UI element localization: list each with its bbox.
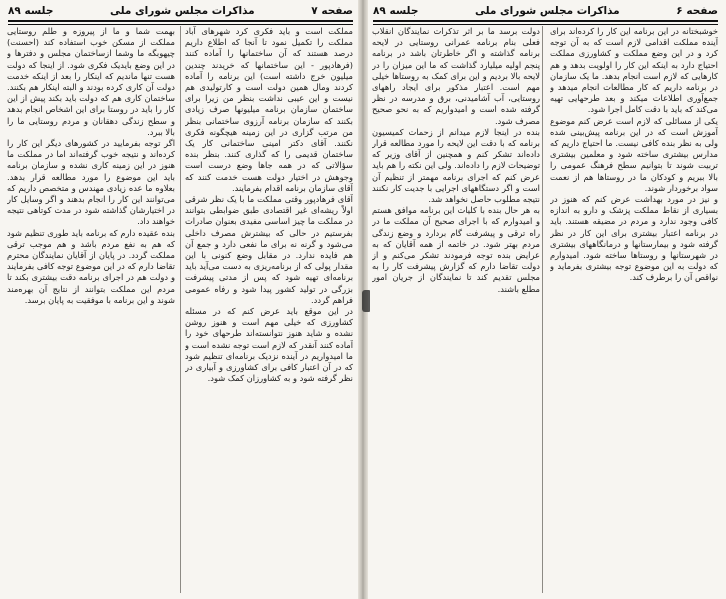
column-divider [542, 26, 543, 593]
session-number: جلسه ۸۹ [373, 5, 419, 17]
text-column-right [550, 26, 718, 593]
paragraph: بنده عقیده دارم که برنامه باید طوری تنظیم شود که هم به نفع مردم باشد و هم موجب ترقی مملکت گردد. در پایان از آقایان نمایندگان محترم تقاضا دارم که در این موضوع توجه کافی بفرمایند و دولت هم در اجرای برنامه دقت بیشتری بکند تا مردم این مملکت بتوانند از نتایج آن بهره‌مند شوند و این برنامه با موفقیت به پایان برسد. [7, 227, 175, 305]
paragraph: اگر توجه بفرمایید در کشورهای دیگر این کار را کرده‌اند و نتیجه خوب گرفته‌اند اما در مملکت ما هنوز در این زمینه کاری نشده و سازمان برنامه باید این موضوع را مورد مطالعه قرار بدهد. بعلاوه ما عده زیادی مهندس و متخصص داریم که می‌توانند این کار را انجام بدهند و اگر وسایل کار در اختیارشان گذاشته شود در مدت کوتاهی نتیجه خواهند داد. [7, 138, 175, 227]
paragraph: مملکت است و باید فکری کرد شهرهای آباد مملکت را تکمیل نمود تا آنجا که اطلاع داریم درصد هستند که آن ساختمانها را آماده کنند (فرهادپور - این ساختمانها که خریدند چندین میلیون خرج داشته است) این برنامه را آماده کردند ومال همین دولت است و کارتولیدی هم نیست و این عیبی نداشت بنظر من زیرا برای ساختمان سازمان برنامه میلیونها صرف زیادی بکنند که سازمان برنامه آرزوی ساختمانی بنظر من مرتب گزاری در این زمینه هیچگونه فکری نکنند. آقای دکتر امینی ساختمانی کار یک ساختمان قدیمی را که گذاری کنند. بنظر بنده سؤالاتی که در همه جاها وضع درست است وجوهش در اختیار دولت هست خدمت کنند که آقای سازمان برنامه اقدام بفرمایند. [185, 26, 353, 193]
header-rule-thin [373, 24, 718, 25]
text-column-left [372, 26, 540, 593]
header-rule-thin [8, 24, 353, 25]
paragraph: در این موقع باید عرض کنم که در مسئله کشاورزی که خیلی مهم است و هنوز روشن نشده و شاید هنوز نتوانسته‌اند طرحهای خود را آماده کنند آنقدر که لازم است توجه نشده است و ما امیدواریم در آینده نزدیک برنامه‌ای تنظیم شود که در آن اعتبار کافی برای کشاورزی و آبیاری در نظر گرفته شود و به کشاورزان کمک شود. [185, 306, 353, 384]
paragraph: آقای فرهادپور وقتی مملکت ما با یک نظر شرقی اولاً ریشه‌ای غیر اقتصادی طبق ضوابطی بتوانند در مملکت ما چیز اساسی مفیدی بعنوان صادرات بفرستیم در حالی که بیشترش مصرف داخلی می‌شود و گرنه نه برای ما نفعی دارد و جمع آن هم فایده ندارد. در مقابل وضع کنونی با این مقدار پولی که از برنامه‌ریزی به دست می‌آید باید برنامه‌ای تهیه شود که پس از مدتی پیشرفت بزرگی در تولید کشور پیدا شود و رفاه عمومی فراهم گردد. [185, 194, 353, 305]
header-rule [373, 20, 718, 22]
header-rule [8, 20, 353, 22]
left-page [0, 0, 361, 599]
paragraph: بنده در اینجا لازم میدانم از زحمات کمیسیون برنامه که با دقت این لایحه را مورد مطالعه قرار داده‌اند تشکر کنم و همچنین از آقای وزیر که توضیحات لازم را داده‌اند. ولی این نکته را هم باید عرض کنم که اجرای برنامه مهمتر از تنظیم آن است و اگر دستگاههای اجرایی با جدیت کار نکنند نتیجه مطلوب حاصل نخواهد شد. [372, 126, 540, 205]
paragraph: به هر حال بنده با کلیات این برنامه موافق هستم و امیدوارم که با اجرای صحیح آن مملکت ما در راه ترقی و پیشرفت گام بردارد و وضع زندگی مردم بهتر شود. در خاتمه از همه آقایان که به عرایض بنده توجه فرمودند تشکر می‌کنم و از دولت تقاضا دارم که گزارش پیشرفت کار را به مجلس تقدیم کند تا نمایندگان از جریان امور مطلع باشند. [372, 205, 540, 294]
session-number: جلسه ۸۹ [8, 5, 54, 17]
paragraph: و نیز در مورد بهداشت عرض کنم که هنوز در بسیاری از نقاط مملکت پزشک و دارو به اندازه کافی وجود ندارد و مردم در مضیقه هستند. باید در برنامه اعتبار بیشتری برای این کار در نظر گرفته شود و بیمارستانها و درمانگاههای بیشتری در شهرستانها و روستاها ساخته شود. امیدوارم که دولت به این موضوع توجه بیشتری بفرماید و نواقص آن را برطرف کند. [550, 194, 718, 283]
page-header [373, 3, 718, 19]
journal-title: مذاکرات مجلس شورای ملی [474, 5, 620, 17]
page-number: صفحه ۶ [676, 5, 718, 17]
paragraph: خوشبختانه در این برنامه این کار را کرده‌اند برای آینده مملکت اقدامی لازم است که به آن توجه کرد و در این وضع مملکت و کشاورزی مملکت احتیاج دارد به اینکه این کار را اولویت بدهد و هم کارهایی که لازم است انجام بدهد. ما یک سازمان در برنامه داریم که کار مطالعات انجام میدهد و جمع‌آوری اطلاعات میکند و بعد طرحهایی تهیه می‌کند که باید با دقت کامل اجرا شود. [550, 26, 718, 115]
page-header [8, 3, 353, 19]
text-column-left [7, 26, 175, 593]
page-number: صفحه ۷ [311, 5, 353, 17]
text-column-right [185, 26, 353, 593]
paragraph: بهمت شما و ما از پیروزه و طلم روستایی مملکت از مسکن خوب استفاده کند (احسنت) چیهوبگه ما وشما ازساختمان مجلس و دفترها و در این وضع بایدیک فکری شود. از اینجا که دولت هست تنها ماندیم که اینکار را بعد از اینکه خدمت دولت آن کاری کرده بودند و البته اینکار هم بکنند. ساختمان کاری هم که دولت باید بکند پیش از این کار را باید در روستا برای این اشخاص انجام بدهد و سطح زندگی دهقانان و مردم روستایی ما را بالا ببرد. [7, 26, 175, 137]
column-divider [180, 26, 181, 593]
paragraph: دولت برسد ما بر اثر تذکرات نمایندگان انقلاب فعلی بنام برنامه عمرانی روستایی در لایحه برنامه گذاشته و اگر خاطرتان باشد در برنامه پنجم اولیه میلیارد گذاشت که ما این میزان را در لایحه بالا بردیم و این برای کمک به روستاها خیلی مهم است. اعتبار مذکور برای ایجاد راههای روستایی، آب آشامیدنی، برق و مدرسه در نظر گرفته شده است و امیدواریم که به نحو صحیح مصرف شود. [372, 26, 540, 126]
paragraph: یکی از مسائلی که لازم است عرض کنم موضوع آموزش است که در این برنامه پیش‌بینی شده ولی به نظر بنده کافی نیست. ما احتیاج داریم که مدارس بیشتری ساخته شود و معلمین بیشتری تربیت شوند تا بتوانیم سطح فرهنگ عمومی را بالا ببریم و کودکان ما در روستاها هم از نعمت سواد برخوردار شوند. [550, 115, 718, 193]
journal-title: مذاکرات مجلس شورای ملی [109, 5, 255, 17]
right-page [365, 0, 726, 599]
